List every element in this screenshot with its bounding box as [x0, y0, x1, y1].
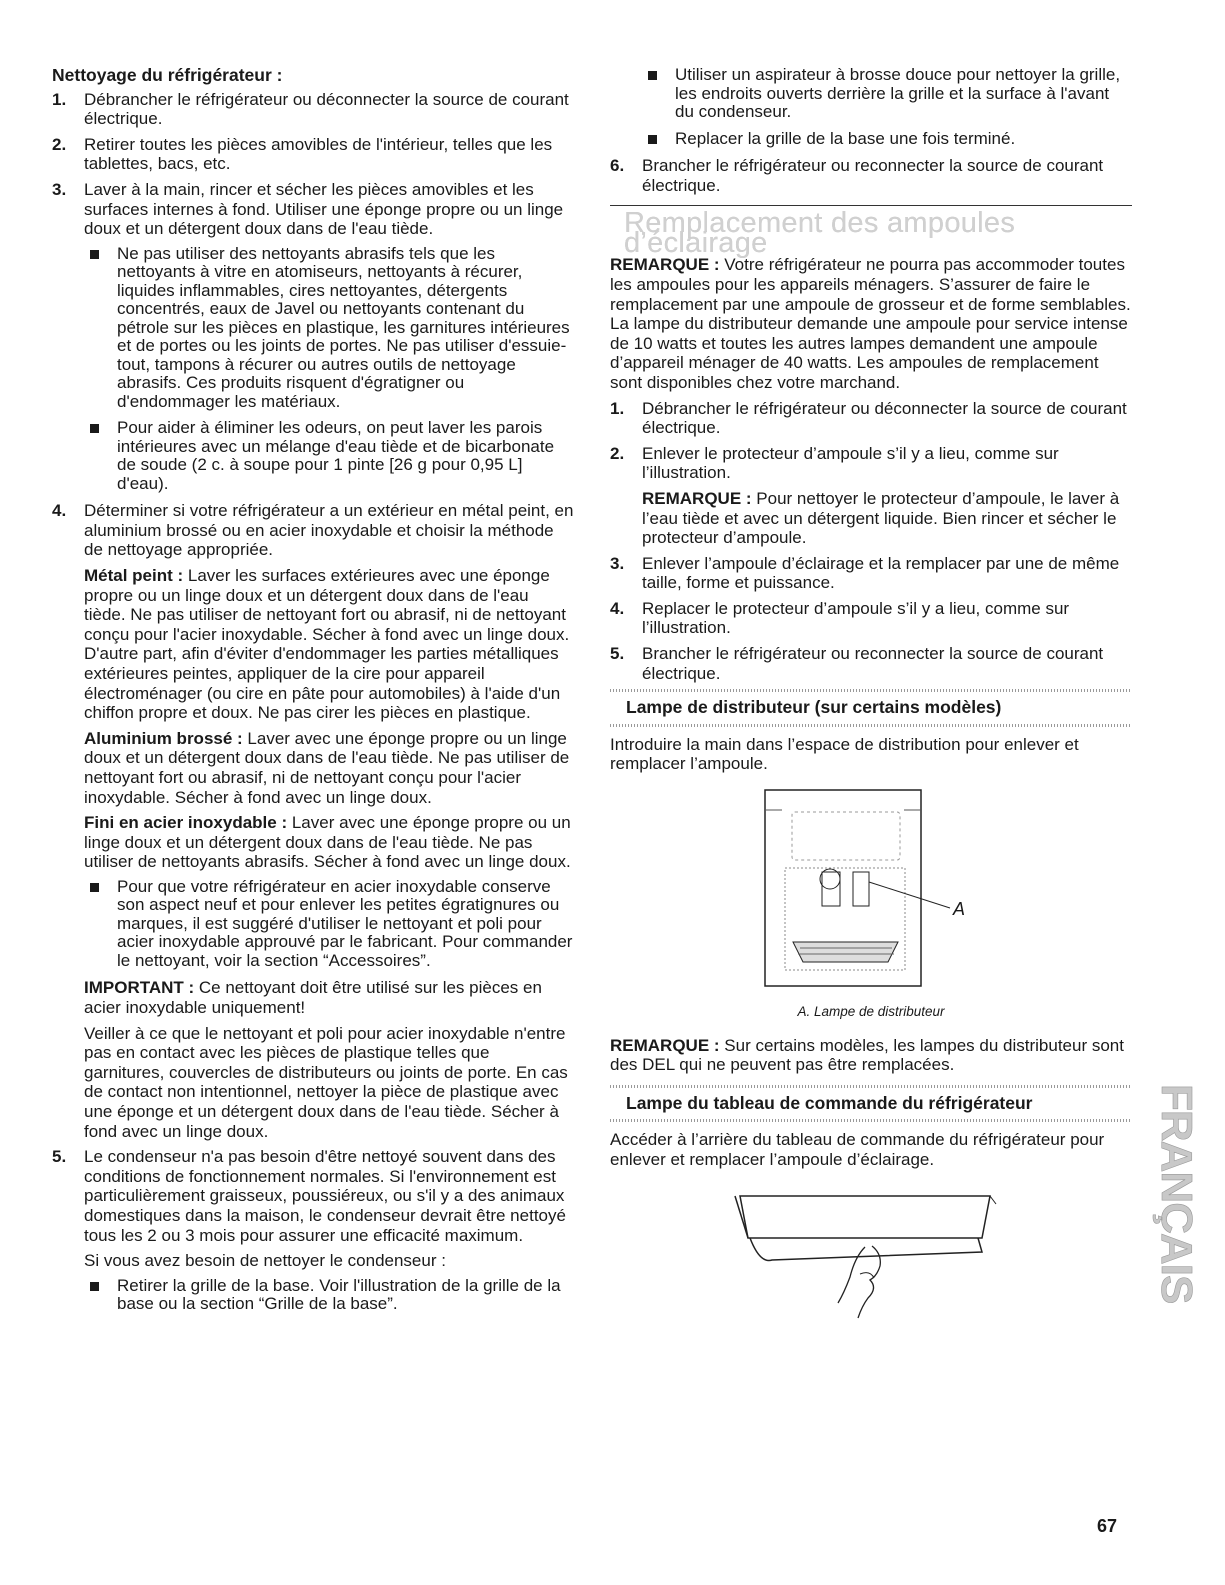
language-tab	[1150, 1080, 1198, 1340]
left-column	[52, 66, 574, 1322]
dispenser-lamp-heading: Lampe de distributeur (sur certains modèles)	[626, 697, 1002, 718]
step-1: 1. Débrancher le réfrigérateur ou déconnecter la source de courant électrique.	[52, 89, 569, 129]
bulb-step-4: 4. Replacer le protecteur d’ampoule s’il y a lieu, comme sur l’illustration.	[610, 598, 1070, 638]
bullet-square-icon	[648, 135, 657, 144]
control-panel-drawing	[610, 1182, 1132, 1324]
page-number: 67	[1097, 1516, 1118, 1536]
bullet-stainless-cleaner: Pour que votre réfrigérateur en acier inoxydable conserve son aspect neuf et pour enlever les petites égratignures ou marques, il est suggéré d'utiliser le nettoyant et poli pour acier inoxydable approuvé par le fabricant. Pour commander le nettoyant, voir la section “Accessoires”.	[84, 878, 574, 971]
control-panel-illustration	[610, 1182, 1132, 1324]
bullet-square-icon	[90, 1282, 99, 1291]
hatch-rule	[610, 724, 1132, 727]
svg-text:FRANÇAIS: FRANÇAIS	[1152, 1084, 1198, 1304]
step-6: 6. Brancher le réfrigérateur ou reconnecter la source de courant électrique.	[610, 156, 1104, 195]
bullet-square-icon	[90, 424, 99, 433]
control-panel-lamp-heading: Lampe du tableau de commande du réfrigérateur	[626, 1092, 1033, 1113]
step-5: 5. Le condenseur n'a pas besoin d'être nettoyé souvent dans des conditions de fonctionnement normales. Si l'environnement est particulièrement graisseux, poussiéreux, ou s'il y a des animaux domestiques dans la maison, le condenseur devrait être nettoyé tous les 2 ou 3 mois pour assurer une efficacité maximum.	[52, 1147, 566, 1245]
bullet-square-icon	[90, 883, 99, 892]
hatch-rule	[610, 689, 1132, 692]
bullet-square-icon	[648, 71, 657, 80]
brushed-aluminium-paragraph: Aluminium brossé : Laver avec une éponge propre ou un linge doux et un détergent doux dans de l'eau tiède. Ne pas utiliser de nettoyant fort ou abrasif, ni de nettoyant conçu pour l'acier inoxydable. Sécher à fond avec un linge doux.	[84, 728, 570, 807]
dispenser-lamp-text: Introduire la main dans l’espace de distribution pour enlever et remplacer l’ampoule.	[610, 734, 1079, 774]
dispenser-drawing	[610, 784, 1132, 994]
step-4: 4. Déterminer si votre réfrigérateur a un extérieur en métal peint, en aluminium brossé ou en acier inoxydable et choisir la méthode de nettoyage appropriée.	[52, 501, 574, 560]
hatch-rule	[610, 1085, 1132, 1088]
painted-metal-paragraph: Métal peint : Laver les surfaces extérieures avec une éponge propre ou un linge doux et un détergent doux dans de l'eau tiède. Ne pas utiliser de nettoyant fort ou abrasif, ni de nettoyant conçu pour l'acier inoxydable. Sécher à fond avec un linge doux. D'autre part, afin d'éviter d'endommager les parties métalliques extérieures peintes, appliquer de la cire pour appareil électroménager (ou cire en pâte pour automobiles) à l'aide d'un chiffon propre et doux. Ne pas cirer les pièces en plastique.	[84, 566, 570, 723]
bullet-square-icon	[90, 250, 99, 259]
bullet-no-abrasives: Ne pas utiliser des nettoyants abrasifs tels que les nettoyants à vitre en atomiseurs, nettoyants à récurer, liquides inflammables, cires nettoyantes, détergents concentrés, eaux de Javel ou nettoyants contenant du pétrole sur les pièces en plastique, les garnitures intérieures et de portes ou les joints de portes. Ne pas utiliser d'essuie-tout, tampons à récurer ou autres outils de nettoyage abrasifs. Ces produits risquent d'égratigner ou d'endommager les matériaux.	[84, 245, 574, 412]
right-column	[610, 66, 1132, 1324]
bullet-replace-grille: Replacer la grille de la base une fois terminé.	[642, 130, 1132, 149]
bulb-step-5: 5. Brancher le réfrigérateur ou reconnecter la source de courant électrique.	[610, 644, 1104, 683]
bulb-step-2: 2. Enlever le protecteur d’ampoule s’il y a lieu, comme sur l’illustration.	[610, 443, 1059, 483]
dispenser-illustration	[610, 784, 1132, 994]
condenser-intro: Si vous avez besoin de nettoyer le condenseur :	[84, 1251, 446, 1271]
bullet-vacuum: Utiliser un aspirateur à brosse douce pour nettoyer la grille, les endroits ouverts derrière la grille et la surface à l'avant du condenseur.	[642, 66, 1132, 122]
remarque2-paragraph: REMARQUE : Sur certains modèles, les lampes du distributeur sont des DEL qui ne peuvent pas être remplacées.	[610, 1035, 1124, 1075]
remarque-paragraph: REMARQUE : Votre réfrigérateur ne pourra pas accommoder toutes les ampoules pour les appareils ménagers. S’assurer de faire le remplacement par une ampoule de grosseur et de forme semblables. La lampe du distributeur demande une ampoule pour service intense de 10 watts et toutes les autres lampes demandent une ampoule d’appareil ménager de 40 watts. Les ampoules de remplacement sont disponibles chez votre marchand.	[610, 255, 1131, 392]
veiller-paragraph: Veiller à ce que le nettoyant et poli pour acier inoxydable n'entre pas en contact avec les pièces de plastique telles que garnitures, couvercles de distributeurs ou joints de porte. En cas de contact non intentionnel, nettoyer la pièce de plastique avec une éponge et un détergent doux dans de l'eau tiède. Sécher à fond avec un linge doux.	[84, 1023, 568, 1141]
bulb-replacement-title: Remplacement des ampoules d’éclairage	[624, 207, 1016, 259]
cleaning-heading: Nettoyage du réfrigérateur :	[52, 65, 283, 85]
bulb-step-2-note: REMARQUE : Pour nettoyer le protecteur d’ampoule, le laver à l’eau tiède et avec un détergent liquide. Bien rincer et sécher le protecteur d’ampoule.	[642, 488, 1120, 548]
bulb-step-3: 3. Enlever l’ampoule d’éclairage et la remplacer par une de même taille, forme et puissance.	[610, 553, 1120, 593]
important-paragraph: IMPORTANT : Ce nettoyant doit être utilisé sur les pièces en acier inoxydable uniquement!	[84, 978, 542, 1018]
step-2: 2. Retirer toutes les pièces amovibles de l'intérieur, telles que les tablettes, bacs, etc.	[52, 134, 553, 174]
bullet-odors: Pour aider à éliminer les odeurs, on peut laver les parois intérieures avec un mélange d'eau tiède et de bicarbonate de soude (2 c. à soupe pour 1 pinte [26 g pour 0,95 L] d'eau).	[84, 419, 574, 493]
bulb-step-1: 1. Débrancher le réfrigérateur ou déconnecter la source de courant électrique.	[610, 398, 1127, 438]
fig-letter-a: A	[953, 899, 966, 920]
dispenser-caption: A. Lampe de distributeur	[797, 1004, 945, 1020]
bullet-remove-grille: Retirer la grille de la base. Voir l'illustration de la grille de la base ou la section “Grille de la base”.	[84, 1277, 574, 1314]
step-3: 3. Laver à la main, rincer et sécher les pièces amovibles et les surfaces internes à fond. Utiliser une éponge propre ou un linge doux et un détergent doux dans de l'eau tiède.	[52, 179, 564, 239]
language-tab-drawing	[1150, 1080, 1198, 1340]
hatch-rule	[610, 1119, 1132, 1122]
control-panel-lamp-text: Accéder à l’arrière du tableau de commande du réfrigérateur pour enlever et remplacer l’ampoule d’éclairage.	[610, 1130, 1105, 1169]
section-divider	[610, 205, 1132, 206]
stainless-paragraph: Fini en acier inoxydable : Laver avec une éponge propre ou un linge doux et un détergent doux dans de l'eau tiède. Ne pas utiliser de nettoyants abrasifs. Sécher à fond avec un linge doux.	[84, 813, 571, 872]
